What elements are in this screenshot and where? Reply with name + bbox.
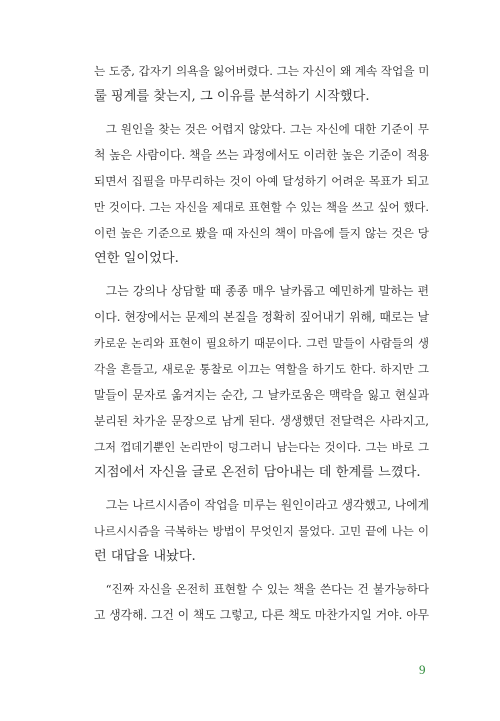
- text-line: 나르시시즘을 극복하는 방법이 무엇인지 물었다. 고민 끝에 나는 이: [94, 524, 429, 538]
- paragraph: [94, 116, 429, 272]
- text-line: 연한 일이었다.: [94, 251, 179, 266]
- text-line: 그는 강의나 상담할 때 종종 매우 날카롭고 예민하게 말하는 편: [105, 284, 429, 298]
- text-line: 룰 핑계를 찾는지, 그 이유를 분석하기 시작했다.: [94, 89, 370, 104]
- text-line: 그 원인을 찾는 것은 어렵지 않았다. 그는 자신에 대한 기준이 무: [105, 122, 429, 136]
- text-line: 카로운 논리와 표현이 필요하기 때문이다. 그런 말들이 사람들의 생: [94, 336, 429, 350]
- text-line: 만 것이다. 그는 자신을 제대로 표현할 수 있는 책을 쓰고 싶어 했다.: [94, 200, 429, 214]
- text-line: 그는 나르시시즘이 작업을 미루는 원인이라고 생각했고, 나에게: [105, 498, 429, 512]
- text-line: 되면서 집필을 마무리하는 것이 아예 달성하기 어려운 목표가 되고: [94, 174, 429, 188]
- paragraph: [94, 576, 429, 628]
- paragraph: [94, 278, 429, 486]
- text-line: 이런 높은 기준으로 봤을 때 자신의 책이 마음에 들지 않는 것은 당: [94, 226, 429, 240]
- page-number: 9: [419, 662, 426, 677]
- text-line: 고 생각해. 그건 이 책도 그렇고, 다른 책도 마찬가지일 거야. 아무: [94, 608, 429, 622]
- body-text: [94, 58, 429, 634]
- paragraph: [94, 58, 429, 110]
- text-line: 런 대답을 내놨다.: [94, 549, 196, 564]
- text-line: 척 높은 사람이다. 책을 쓰는 과정에서도 이러한 높은 기준이 적용: [94, 148, 429, 162]
- text-line: 는 도중, 갑자기 의욕을 잃어버렸다. 그는 자신이 왜 계속 작업을 미: [94, 64, 430, 78]
- paragraph: [94, 492, 429, 570]
- text-line: 분리된 차가운 문장으로 남게 된다. 생생했던 전달력은 사라지고,: [94, 414, 429, 428]
- text-line: 말들이 문자로 옮겨지는 순간, 그 날카로움은 맥락을 잃고 현실과: [94, 388, 429, 402]
- text-line: 각을 흔들고, 새로운 통찰로 이끄는 역할을 하기도 한다. 하지만 그: [94, 362, 429, 376]
- text-line: 이다. 현장에서는 문제의 본질을 정확히 짚어내기 위해, 때로는 날: [94, 310, 429, 324]
- text-line: 그저 껍데기뿐인 논리만이 덩그러니 남는다는 것이다. 그는 바로 그: [94, 440, 429, 454]
- text-line: 지점에서 자신을 글로 온전히 담아내는 데 한계를 느꼈다.: [94, 465, 421, 480]
- text-line: “진짜 자신을 온전히 표현할 수 있는 책을 쓴다는 건 불가능하다: [105, 582, 429, 596]
